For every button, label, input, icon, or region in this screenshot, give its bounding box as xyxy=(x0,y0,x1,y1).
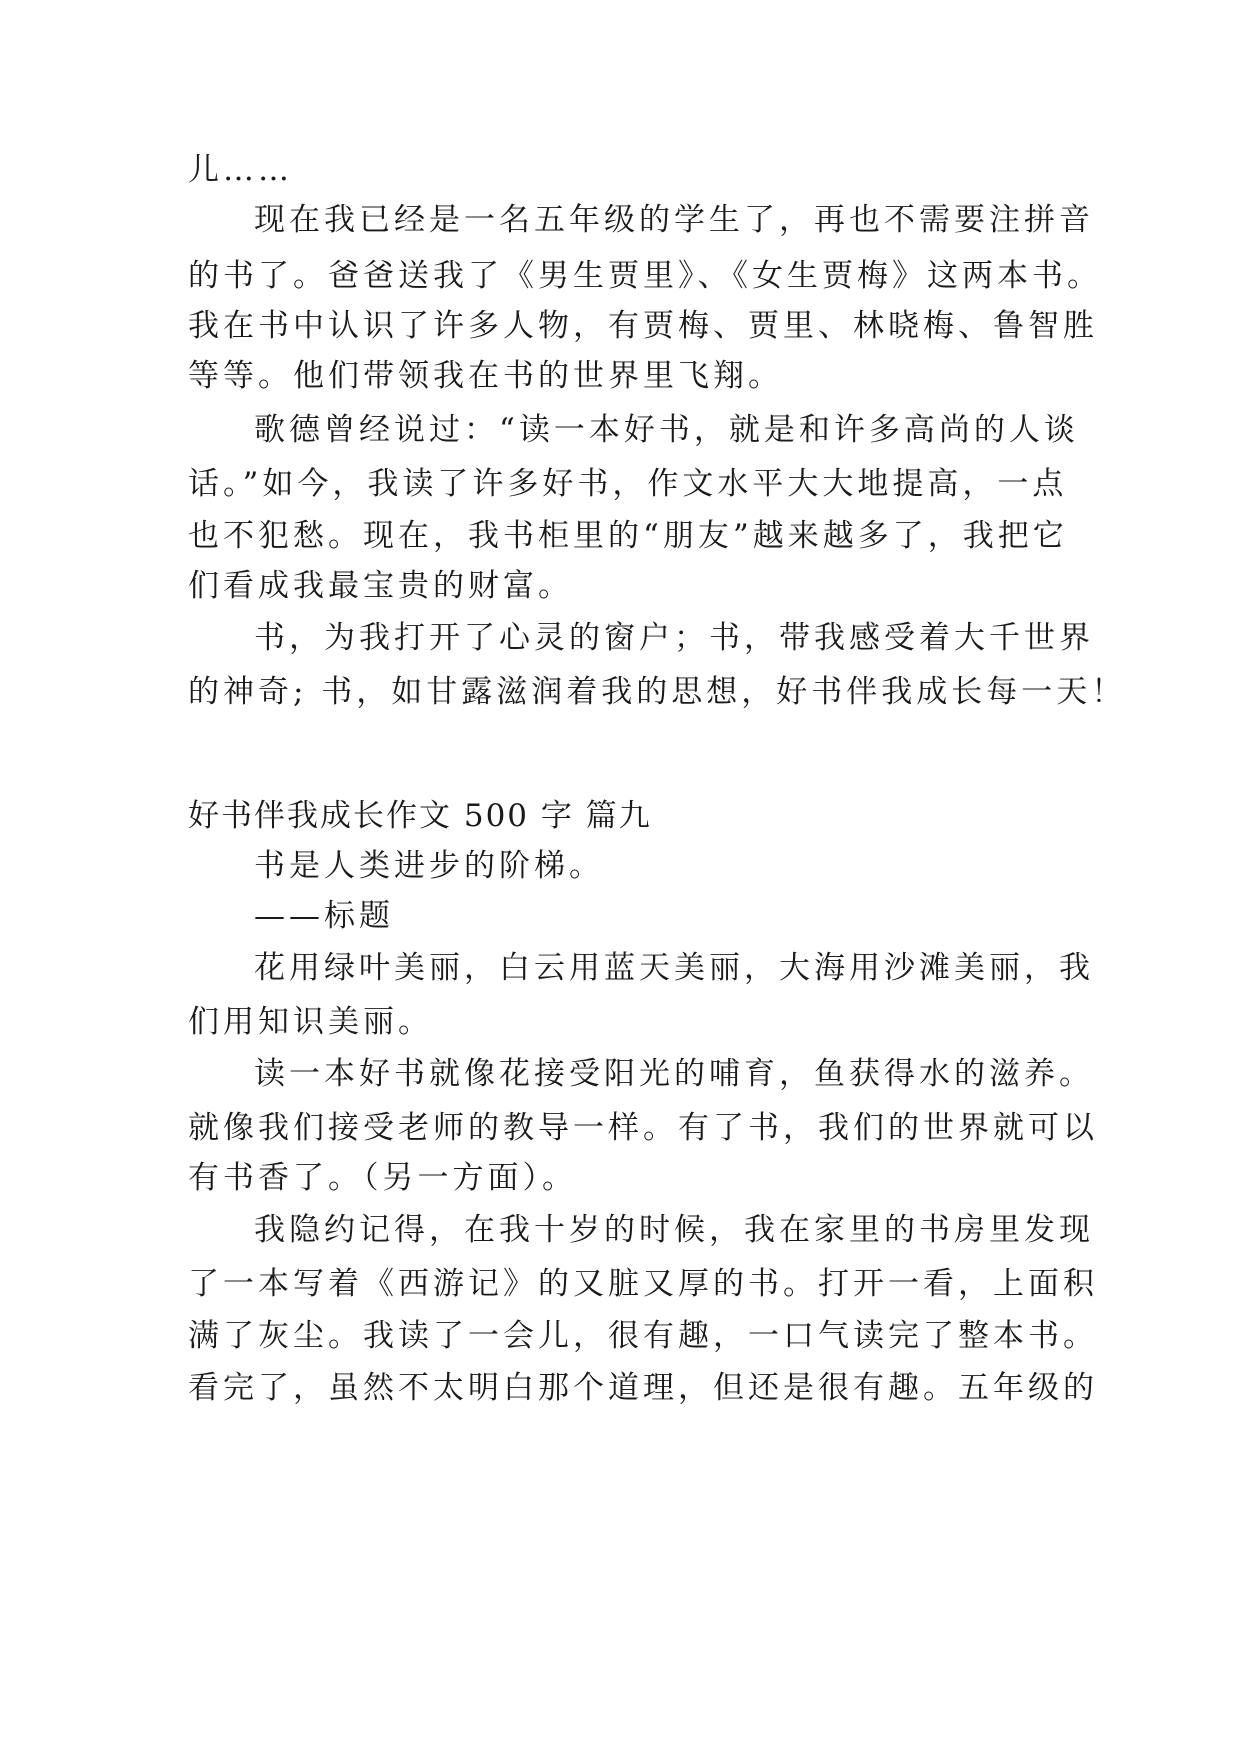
text-line: 书，为我打开了心灵的窗户；书，带我感受着大千世界 xyxy=(254,620,1094,656)
section-heading: 好书伴我成长作文 500 字 篇九 xyxy=(188,798,652,834)
text-line: ——标题 xyxy=(254,898,394,934)
text-line: 儿…… xyxy=(188,152,293,188)
text-line: 也不犯愁。现在，我书柜里的“朋友”越来越多了，我把它 xyxy=(188,518,1068,554)
text-line: 现在我已经是一名五年级的学生了，再也不需要注拼音 xyxy=(254,202,1094,238)
text-line: 就像我们接受老师的教导一样。有了书，我们的世界就可以 xyxy=(188,1110,1098,1146)
text-line: 话。”如今，我读了许多好书，作文水平大大地提高，一点 xyxy=(188,466,1068,502)
text-line: 歌德曾经说过：“读一本好书，就是和许多高尚的人谈 xyxy=(254,412,1079,448)
text-line: 们看成我最宝贵的财富。 xyxy=(188,568,573,604)
text-line: 们用知识美丽。 xyxy=(188,1004,433,1040)
text-line: 我在书中认识了许多人物，有贾梅、贾里、林晓梅、鲁智胜 xyxy=(188,308,1098,344)
text-line: 读一本好书就像花接受阳光的哺育，鱼获得水的滋养。 xyxy=(254,1056,1094,1092)
text-line: 了一本写着《西游记》的又脏又厚的书。打开一看，上面积 xyxy=(188,1266,1098,1302)
text-line: 的书了。爸爸送我了《男生贾里》、《女生贾梅》这两本书。 xyxy=(188,258,1102,294)
text-line: 我隐约记得，在我十岁的时候，我在家里的书房里发现 xyxy=(254,1212,1094,1248)
text-line: 等等。他们带领我在书的世界里飞翔。 xyxy=(188,358,783,394)
text-line: 看完了，虽然不太明白那个道理，但还是很有趣。五年级的 xyxy=(188,1370,1098,1406)
text-line: 书是人类进步的阶梯。 xyxy=(254,848,604,884)
text-line: 满了灰尘。我读了一会儿，很有趣，一口气读完了整本书。 xyxy=(188,1318,1098,1354)
text-line: 的神奇; 书，如甘露滋润着我的思想，好书伴我成长每一天！ xyxy=(188,674,1127,710)
text-line: 花用绿叶美丽，白云用蓝天美丽，大海用沙滩美丽，我 xyxy=(254,950,1094,986)
text-line: 有书香了。（另一方面）。 xyxy=(188,1160,577,1196)
